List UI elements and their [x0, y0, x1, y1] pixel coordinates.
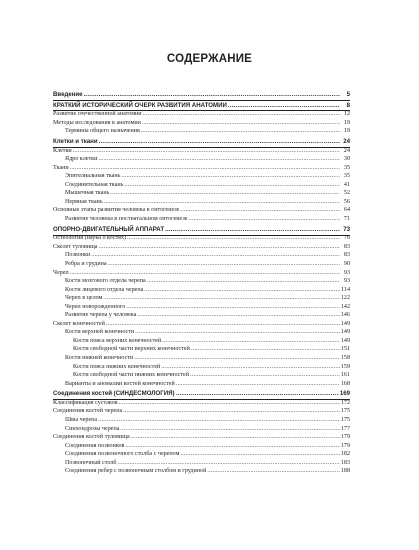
toc-entry-title: Череп в целом	[65, 295, 103, 302]
toc-entry-title: Развитие отечественной анатомии	[53, 111, 142, 118]
toc-entry-title: Кости свободной части нижних конечностей	[73, 372, 189, 379]
toc-page-number: 146	[340, 312, 350, 319]
toc-page-number: 73	[343, 225, 350, 233]
dot-leader	[143, 110, 340, 119]
toc-entry-title: Кости пояса нижних конечностей	[73, 363, 161, 370]
toc-entry[interactable]	[53, 172, 350, 181]
dot-leader	[70, 269, 340, 278]
toc-page-number: 175	[340, 408, 350, 415]
toc-entry[interactable]	[53, 416, 350, 425]
toc-entry-title: Кости свободной части верхних конечностей	[73, 346, 190, 353]
dot-leader	[98, 416, 340, 425]
toc-entry[interactable]	[53, 110, 350, 119]
toc-entry-title: Соединения костей (СИНДЕСМОЛОГИЯ)	[53, 390, 175, 398]
toc-section-heading[interactable]	[53, 102, 350, 111]
toc-entry-title: Варианты и аномалии костей конечностей	[65, 380, 175, 387]
toc-page-number: 24	[343, 138, 350, 146]
toc-page-number: 182	[340, 451, 350, 458]
toc-page-number: 179	[340, 434, 350, 441]
toc-entry[interactable]	[53, 320, 350, 329]
toc-page-number: 8	[346, 101, 350, 109]
dot-leader	[228, 102, 340, 111]
toc-page-number: 83	[343, 243, 350, 250]
toc-entry-title: ОПОРНО-ДВИГАТЕЛЬНЫЙ АППАРАТ	[53, 225, 165, 233]
toc-page-number: 35	[343, 164, 350, 171]
toc-entry[interactable]	[53, 459, 350, 468]
toc-page-number: 56	[343, 198, 350, 205]
dot-leader	[103, 294, 339, 303]
toc-entry-title: Синхондрозы черепа	[65, 425, 120, 432]
toc-page-number: 172	[340, 399, 350, 406]
toc-page-number: 19	[343, 128, 350, 135]
toc-entry-title: Нервная ткань	[65, 198, 103, 205]
toc-entry-title: Кости пояса верхних конечностей	[73, 337, 162, 344]
dot-leader	[110, 189, 340, 198]
toc-entry-title: Кости лицевого отдела черепа	[65, 286, 144, 293]
dot-leader	[118, 459, 340, 468]
toc-entry-title: Эпителиальная ткань	[65, 173, 121, 180]
page-title: СОДЕРЖАНИЕ	[166, 53, 253, 65]
toc-entry-title: Развитие черепа у человека	[65, 312, 137, 319]
toc-entry-title: Соединения позвоночного столба с черепом	[65, 451, 180, 458]
toc-page-number: 149	[340, 337, 350, 344]
toc-entry-title: Ткани	[53, 164, 69, 171]
toc-entry[interactable]	[53, 198, 350, 207]
toc-entry[interactable]	[53, 467, 350, 476]
dot-leader	[108, 260, 340, 269]
toc-page-number: 114	[341, 286, 350, 293]
toc-entry[interactable]	[53, 311, 350, 320]
toc-entry[interactable]	[53, 337, 350, 346]
dot-leader	[99, 243, 341, 252]
toc-entry-title: Скелет конечностей	[53, 320, 105, 327]
toc-page-number: 169	[339, 390, 350, 398]
toc-entry[interactable]	[53, 303, 350, 312]
toc-entry-title: Методы исследования в анатомии	[53, 119, 141, 126]
toc-page-number: 93	[343, 269, 350, 276]
dot-leader	[161, 363, 340, 372]
dot-leader	[131, 433, 340, 442]
toc-page-number: 183	[340, 459, 350, 466]
dot-leader	[91, 251, 340, 260]
toc-entry[interactable]	[53, 251, 350, 260]
toc-entry-title: Соединения ребер с позвоночным столбом и грудиной	[65, 468, 207, 475]
toc-page-number: 149	[340, 320, 350, 327]
toc-entry-title: Соединительная ткань	[65, 181, 124, 188]
toc-entry-title: Череп	[53, 269, 69, 276]
toc-page-number: 5	[346, 91, 350, 98]
toc-entry-title: Кости верхней конечности	[65, 329, 135, 336]
toc-entry[interactable]	[53, 234, 350, 243]
dot-leader	[123, 407, 340, 416]
toc-section-heading[interactable]	[53, 390, 350, 399]
dot-leader	[70, 164, 340, 173]
toc-entry[interactable]	[53, 215, 350, 224]
toc-entry[interactable]	[53, 294, 350, 303]
toc-entry[interactable]	[53, 277, 350, 286]
toc-entry[interactable]	[53, 371, 350, 380]
toc-entry-title: Скелет туловища	[53, 243, 98, 250]
dot-leader	[120, 425, 339, 434]
dot-leader	[135, 328, 340, 337]
dot-leader	[124, 181, 340, 190]
dot-leader	[125, 442, 339, 451]
dot-leader	[137, 311, 340, 320]
toc-page-number: 149	[340, 329, 350, 336]
toc-section-heading[interactable]	[53, 226, 350, 235]
toc-page-number: 76	[343, 235, 350, 242]
toc-entry[interactable]	[53, 407, 350, 416]
toc-entry-title: Позвонки	[65, 252, 91, 259]
dot-leader	[176, 390, 339, 399]
toc-entry-title: Введение	[53, 91, 83, 98]
dot-leader	[142, 119, 340, 128]
dot-leader	[98, 155, 340, 164]
toc-entry-title: Термины общего назначения	[65, 128, 140, 135]
toc-entry[interactable]	[53, 206, 350, 215]
dot-leader	[126, 303, 340, 312]
toc-page-number: 142	[340, 303, 350, 310]
toc-page-number: 12	[343, 111, 350, 118]
toc-page-number: 177	[340, 425, 350, 432]
dot-leader	[144, 286, 340, 295]
dot-leader	[165, 226, 340, 235]
toc-entry-title: Основные этапы развития человека в онтогенезе	[53, 207, 180, 214]
toc-entry-title: Череп новорожденного	[65, 303, 126, 310]
toc-page-number: 41	[343, 181, 350, 188]
toc-page-number: 175	[340, 416, 350, 423]
toc-page-number: 30	[343, 156, 350, 163]
dot-leader	[84, 91, 340, 100]
dot-leader	[141, 127, 340, 136]
toc-page-number: 52	[343, 190, 350, 197]
toc-entry[interactable]	[53, 127, 350, 136]
toc-page-number: 168	[340, 380, 350, 387]
toc-entry[interactable]	[53, 328, 350, 337]
toc-page-number: 19	[343, 119, 350, 126]
toc-page-number: 122	[340, 295, 350, 302]
dot-leader	[121, 172, 340, 181]
dot-leader	[190, 371, 340, 380]
toc-page-number: 158	[340, 354, 350, 361]
toc-entry-title: Клетки и ткани	[53, 138, 98, 146]
toc-entry-title: Швы черепа	[65, 416, 98, 423]
toc-page-number: 24	[343, 147, 350, 154]
dot-leader	[180, 206, 340, 215]
toc-entry[interactable]	[53, 442, 350, 451]
toc-entry[interactable]	[53, 433, 350, 442]
dot-leader	[191, 345, 340, 354]
toc-entry-title: Соединения костей туловища	[53, 434, 130, 441]
toc-page-number: 159	[340, 363, 350, 370]
toc-entry[interactable]	[53, 425, 350, 434]
toc-entry[interactable]	[53, 399, 350, 408]
toc-page-number: 90	[343, 260, 350, 267]
dot-leader	[147, 277, 340, 286]
table-of-contents	[53, 91, 350, 476]
dot-leader	[207, 467, 340, 476]
toc-entry[interactable]	[53, 345, 350, 354]
toc-entry[interactable]	[53, 286, 350, 295]
toc-entry[interactable]	[53, 380, 350, 389]
toc-entry-title: Соединения костей черепа	[53, 408, 123, 415]
dot-leader	[99, 138, 340, 147]
toc-section-heading[interactable]	[53, 138, 350, 147]
toc-entry[interactable]	[53, 269, 350, 278]
dot-leader	[119, 399, 340, 408]
dot-leader	[176, 380, 340, 389]
toc-entry[interactable]	[53, 164, 350, 173]
toc-page-number: 151	[340, 346, 350, 353]
toc-entry[interactable]	[53, 363, 350, 372]
toc-entry[interactable]	[53, 189, 350, 198]
toc-entry-title: Остеология (наука о костях)	[53, 235, 127, 242]
toc-page-number: 179	[340, 442, 350, 449]
toc-entry[interactable]	[53, 243, 350, 252]
dot-leader	[106, 320, 340, 329]
toc-entry-title: Ядро клетки	[65, 156, 98, 163]
toc-entry-title: Ребра и грудина	[65, 260, 107, 267]
toc-entry[interactable]	[53, 354, 350, 363]
dot-leader	[162, 337, 340, 346]
toc-entry-title: Кости нижней конечности	[65, 354, 134, 361]
toc-entry-title: КРАТКИЙ ИСТОРИЧЕСКИЙ ОЧЕРК РАЗВИТИЯ АНАТОМИИ	[53, 101, 227, 109]
toc-page-number: 188	[340, 468, 350, 475]
toc-entry[interactable]	[53, 155, 350, 164]
toc-entry-title: Позвоночный столб	[65, 459, 117, 466]
toc-entry[interactable]	[53, 181, 350, 190]
toc-page-number: 64	[343, 207, 350, 214]
toc-page-number: 93	[343, 278, 350, 285]
toc-entry-title: Классификация суставов	[53, 399, 118, 406]
dot-leader	[73, 147, 340, 156]
toc-page-number: 161	[340, 372, 350, 379]
toc-page-number: 71	[343, 216, 350, 223]
toc-entry-title: Мышечная ткань	[65, 190, 110, 197]
toc-entry[interactable]	[53, 260, 350, 269]
toc-entry[interactable]	[53, 147, 350, 156]
dot-leader	[134, 354, 340, 363]
toc-entry-title: Соединения позвонков	[65, 442, 125, 449]
toc-entry[interactable]	[53, 450, 350, 459]
toc-entry[interactable]	[53, 119, 350, 128]
toc-intro-entry[interactable]	[53, 91, 350, 100]
toc-entry-title: Развитие человека в постнатальном онтогенезе	[65, 216, 188, 223]
dot-leader	[188, 215, 340, 224]
dot-leader	[127, 234, 340, 243]
dot-leader	[104, 198, 340, 207]
toc-entry-title: Клетки	[53, 147, 72, 154]
toc-page-number: 83	[343, 252, 350, 259]
toc-page-number: 35	[343, 173, 350, 180]
toc-entry-title: Кости мозгового отдела черепа	[65, 278, 146, 285]
dot-leader	[180, 450, 339, 459]
